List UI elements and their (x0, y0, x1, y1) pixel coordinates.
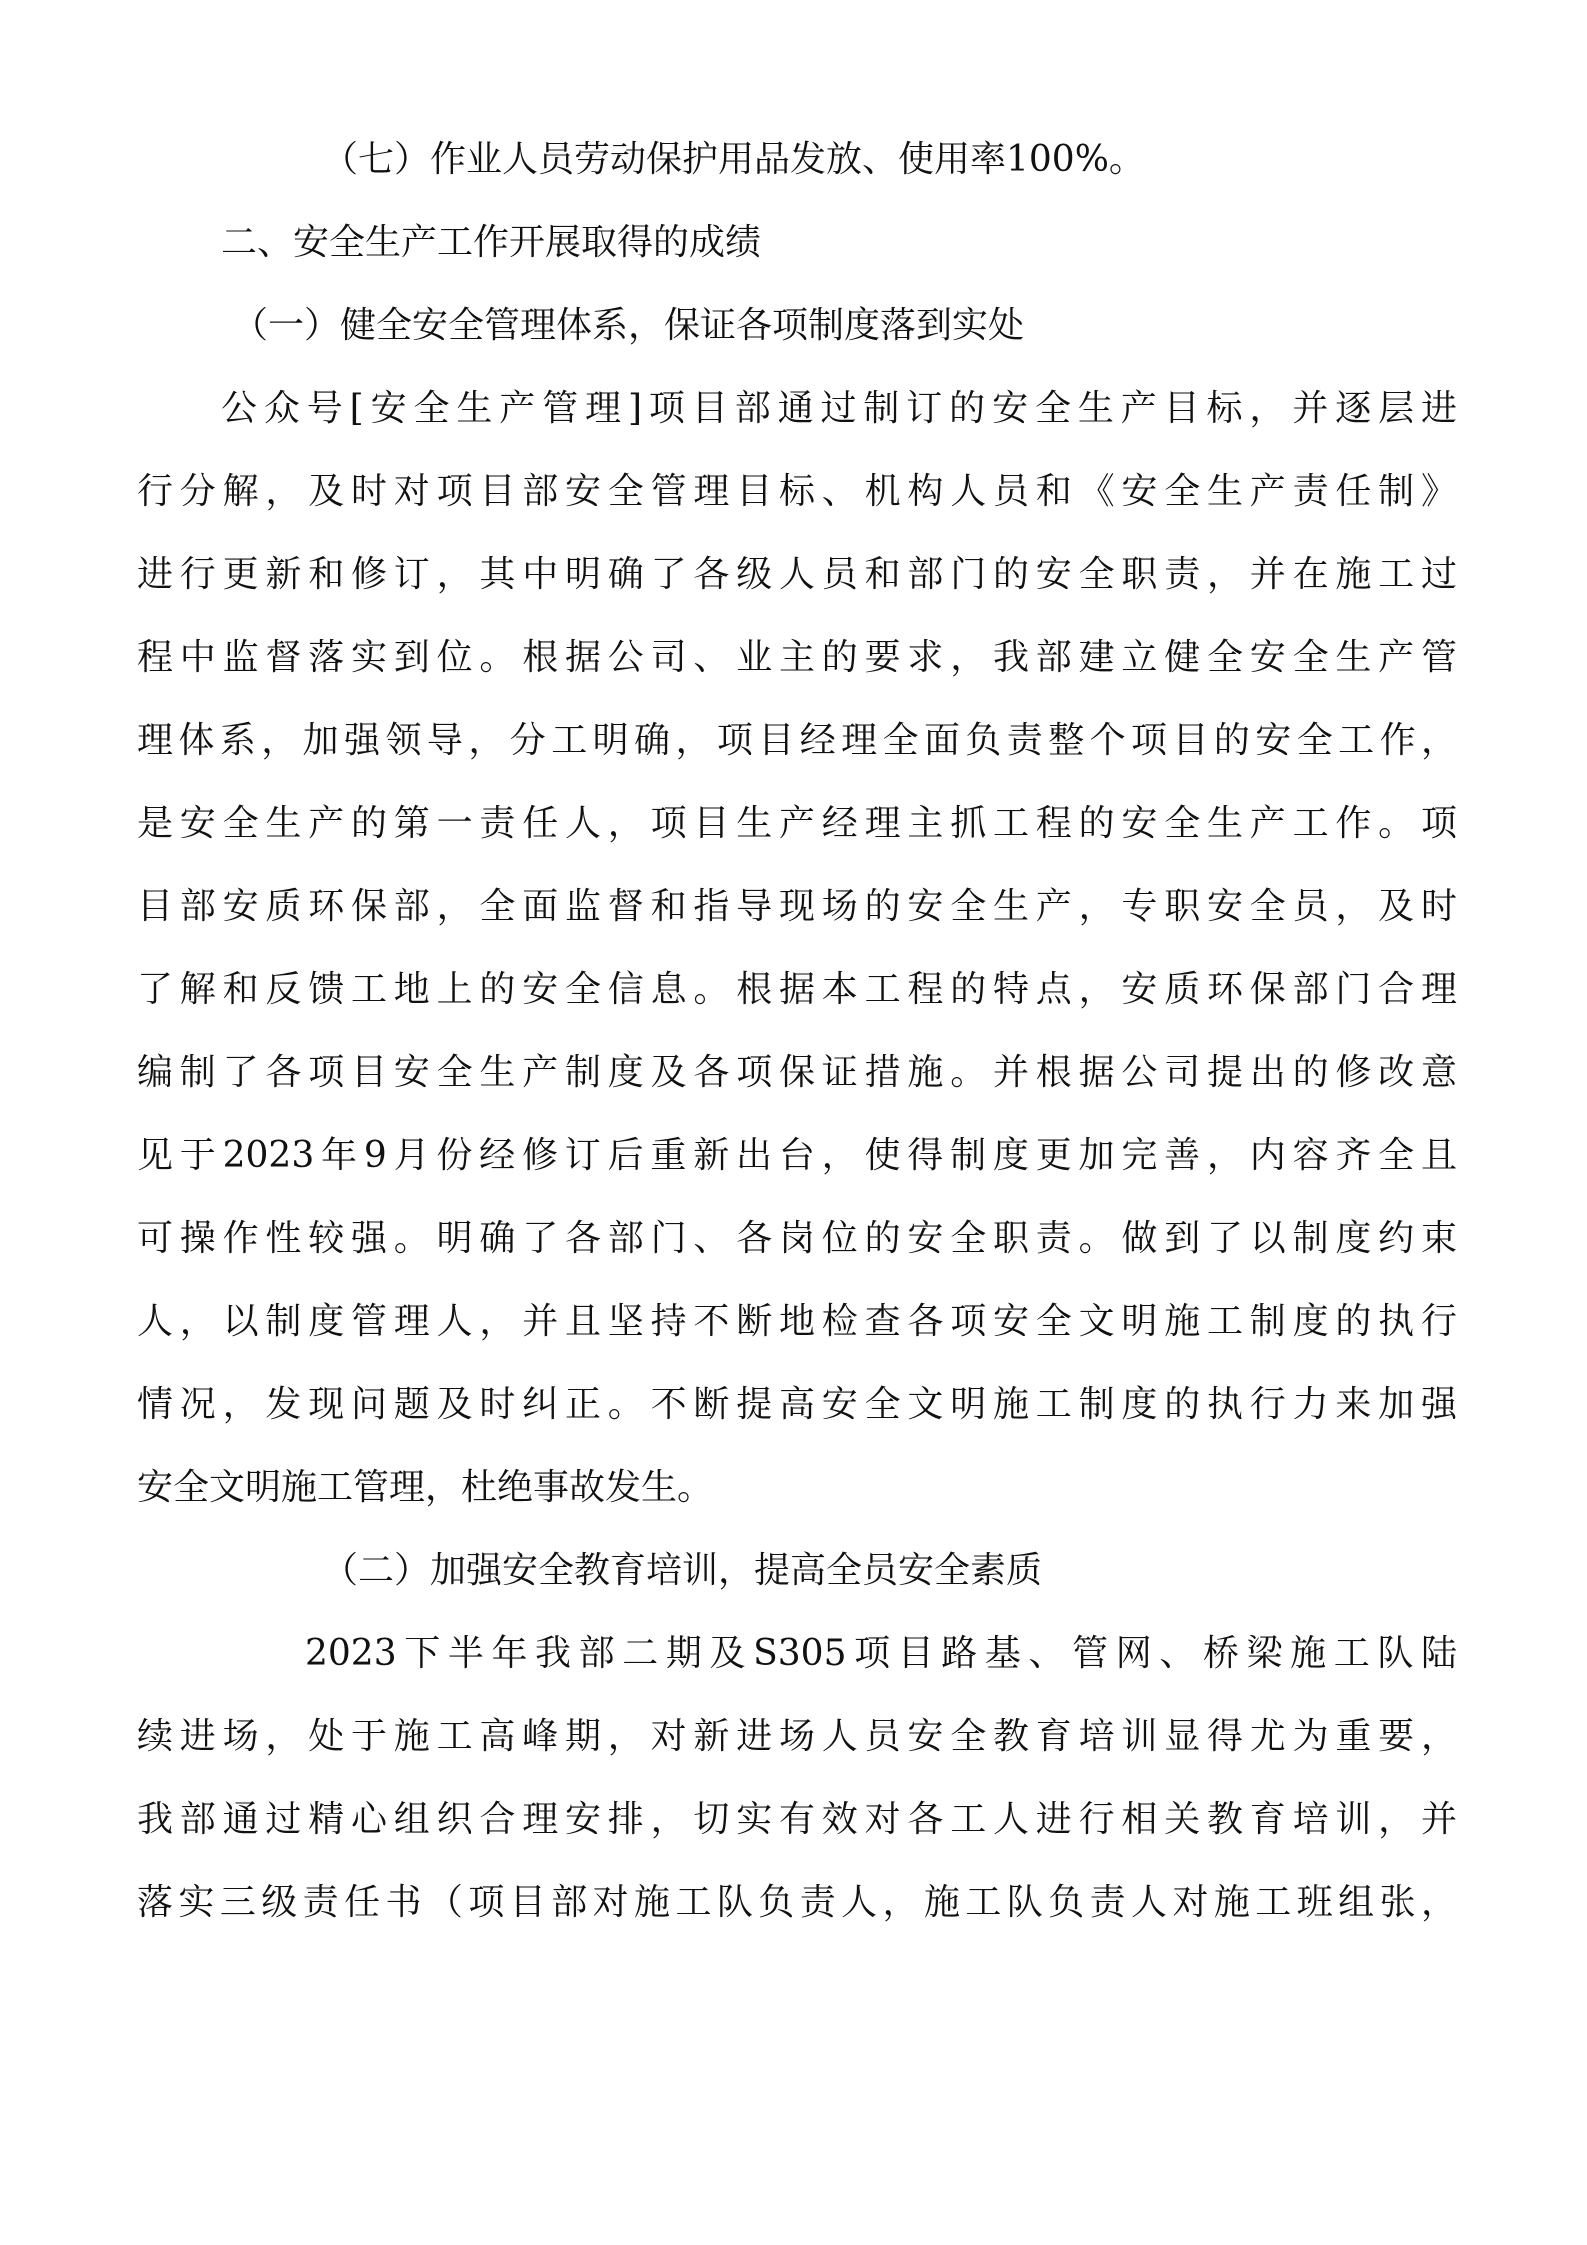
heading-item-seven: （七）作业人员劳动保护用品发放、使用率100%。 (322, 139, 1145, 180)
paragraph-line: 可操作性较强。明确了各部门、各岗位的安全职责。做到了以制度约束 (137, 1218, 1457, 1259)
paragraph-line: 公众号[安全生产管理]项目部通过制订的安全生产目标，并逐层进 (221, 388, 1457, 429)
paragraph-line: 行分解，及时对项目部安全管理目标、机构人员和《安全生产责任制》 (137, 471, 1457, 512)
paragraph-line: 进行更新和修订，其中明确了各级人员和部门的安全职责，并在施工过 (137, 554, 1457, 595)
paragraph-safety-training (137, 1612, 1457, 1944)
subheading-one: （一）健全安全管理体系，保证各项制度落到实处 (232, 305, 1025, 346)
paragraph-line: 安全文明施工管理，杜绝事故发生。 (137, 1467, 714, 1508)
paragraph-line: 落实三级责任书（项目部对施工队负责人，施工队负责人对施工班组张， (137, 1882, 1457, 1923)
paragraph-line: 情况，发现问题及时纠正。不断提高安全文明施工制度的执行力来加强 (137, 1384, 1457, 1425)
paragraph-management-system (137, 367, 1457, 1529)
paragraph-line: 是安全生产的第一责任人，项目生产经理主抓工程的安全生产工作。项 (137, 803, 1457, 844)
paragraph-line: 了解和反馈工地上的安全信息。根据本工程的特点，安质环保部门合理 (137, 969, 1457, 1010)
paragraph-line: 人，以制度管理人，并且坚持不断地检查各项安全文明施工制度的执行 (137, 1301, 1457, 1342)
paragraph-line: 见于2023年9月份经修订后重新出台，使得制度更加完善，内容齐全且 (137, 1135, 1457, 1176)
paragraph-line: 我部通过精心组织合理安排，切实有效对各工人进行相关教育培训，并 (137, 1799, 1457, 1840)
document-body (137, 118, 1457, 1944)
paragraph-line: 2023下半年我部二期及S305项目路基、管网、桥梁施工队陆 (305, 1633, 1457, 1674)
paragraph-line: 理体系，加强领导，分工明确，项目经理全面负责整个项目的安全工作， (137, 720, 1457, 761)
subheading-two: （二）加强安全教育培训，提高全员安全素质 (322, 1550, 1043, 1591)
paragraph-line: 编制了各项目安全生产制度及各项保证措施。并根据公司提出的修改意 (137, 1052, 1457, 1093)
paragraph-line: 目部安质环保部，全面监督和指导现场的安全生产，专职安全员，及时 (137, 886, 1457, 927)
paragraph-line: 程中监督落实到位。根据公司、业主的要求，我部建立健全安全生产管 (137, 637, 1457, 678)
paragraph-line: 续进场，处于施工高峰期，对新进场人员安全教育培训显得尤为重要， (137, 1716, 1457, 1757)
section-heading-two: 二、安全生产工作开展取得的成绩 (221, 222, 762, 263)
